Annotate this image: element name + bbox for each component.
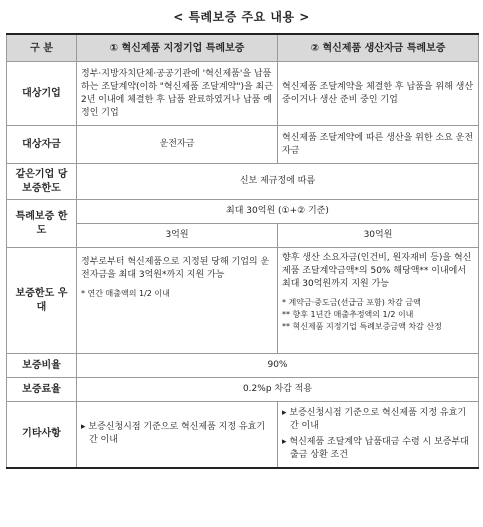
target-fund-col2: 혁신제품 조달계약에 따른 생산을 위한 소요 운전자금 (278, 126, 479, 164)
preferential-col1-main: 정부로부터 혁신제품으로 지정된 당해 기업의 운전자금을 최대 3억원*까지 지원 가능 (81, 257, 270, 280)
row-label: 기타사항 (7, 402, 77, 468)
special-limit-col2: 30억원 (278, 224, 479, 248)
row-label: 보증한도 우대 (7, 248, 77, 354)
target-company-col1: 정부·지방자치단체·공공기관에 '혁신제품'을 납품하는 조달계약(이하 "혁신제품 조달계약")을 최근 2년 이내에 체결한 후 납품 완료하였거나 납품 예정인 기업 (77, 62, 278, 126)
row-target-fund (7, 126, 479, 164)
row-same-company-limit (7, 164, 479, 200)
row-label: 특례보증 한도 (7, 200, 77, 248)
preferential-limit-col1 (77, 248, 278, 354)
preferential-limit-col2 (278, 248, 479, 354)
row-label: 대상기업 (7, 62, 77, 126)
row-label: 보증료율 (7, 378, 77, 402)
special-limit-max: 최대 30억원 (①+② 기준) (77, 200, 479, 224)
same-company-limit-value: 신보 제규정에 따름 (77, 164, 479, 200)
guarantee-fee-value: 0.2%p 차감 적용 (77, 378, 479, 402)
row-target-company (7, 62, 479, 126)
preferential-col2-note: ** 혁신제품 지정기업 특례보증금액 차감 산정 (282, 322, 442, 331)
row-special-limit-split (7, 224, 479, 248)
other-col1-item: ▸ 보증신청시점 기준으로 혁신제품 지정 유효기간 이내 (81, 422, 266, 446)
row-preferential-limit (7, 248, 479, 354)
table-header-row (7, 34, 479, 62)
other-col2 (278, 402, 479, 468)
row-label: 대상자금 (7, 126, 77, 164)
row-other (7, 402, 479, 468)
special-limit-col1: 3억원 (77, 224, 278, 248)
target-company-col2: 혁신제품 조달계약을 체결한 후 납품을 위해 생산 중이거나 생산 준비 중인 기업 (278, 62, 479, 126)
other-col2-item: ▸ 보증신청시점 기준으로 혁신제품 지정 유효기간 이내 (282, 407, 467, 431)
guarantee-ratio-value: 90% (77, 354, 479, 378)
header-col2: ② 혁신제품 생산자금 특례보증 (278, 34, 479, 62)
preferential-col2-note: * 계약금·중도금(선급금 포함) 차감 금액 (282, 298, 421, 307)
guarantee-table (6, 33, 479, 469)
row-label: 보증비율 (7, 354, 77, 378)
header-col1: ① 혁신제품 지정기업 특례보증 (77, 34, 278, 62)
row-special-limit-max (7, 200, 479, 224)
target-fund-col1: 운전자금 (77, 126, 278, 164)
row-label: 같은기업 당 보증한도 (7, 164, 77, 200)
preferential-col2-main: 향후 생산 소요자금(인건비, 원자재비 등)을 혁신제품 조달계약금액*의 50% 해당액** 이내에서 최대 30억원까지 지원 가능 (282, 253, 472, 289)
preferential-col2-note: ** 향후 1년간 매출추정액의 1/2 이내 (282, 310, 414, 319)
other-col1 (77, 402, 278, 468)
page-title: < 특례보증 주요 내용 > (173, 10, 310, 24)
row-guarantee-fee (7, 378, 479, 402)
other-col2-item: ▸ 혁신제품 조달계약 납품대금 수령 시 보증부대출금 상환 조건 (282, 436, 469, 460)
preferential-col1-note: * 연간 매출액의 1/2 이내 (81, 289, 170, 298)
row-guarantee-ratio (7, 354, 479, 378)
header-category: 구 분 (7, 34, 77, 62)
